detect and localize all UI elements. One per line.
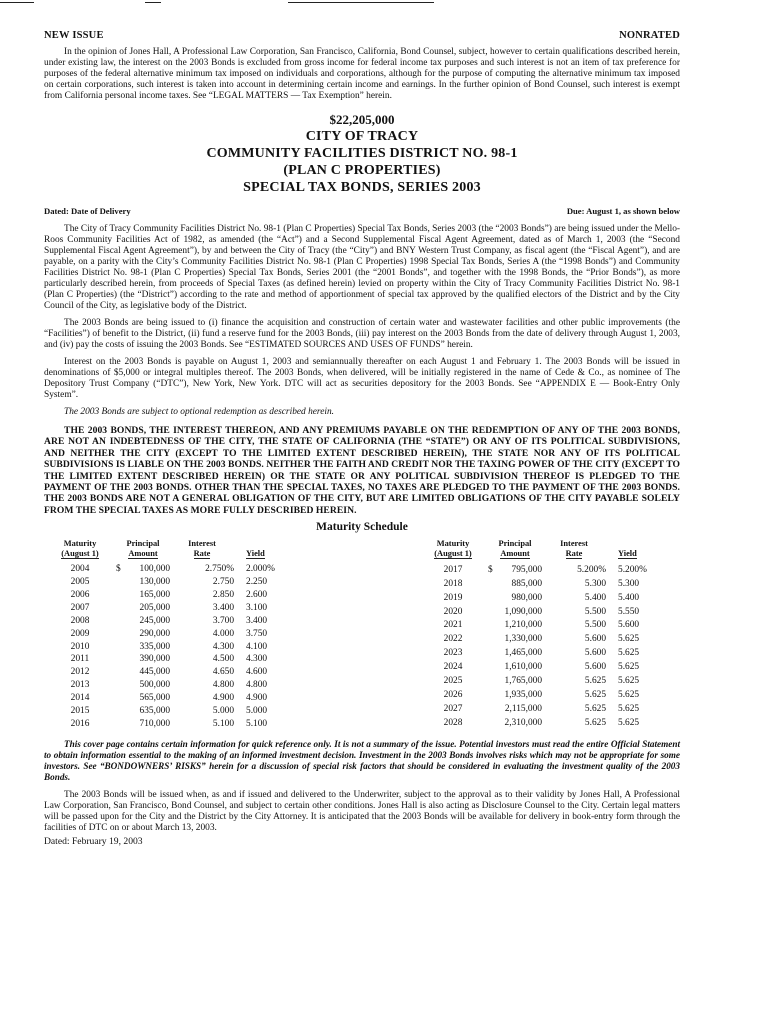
due-label: Due: August 1, as shown below — [566, 206, 680, 216]
dollar-sign-cell — [488, 703, 498, 717]
dollar-sign-cell — [488, 675, 498, 689]
cover-page-note: This cover page contains certain information for quick reference only. It is not a summary of the issue. Potential investors must read the entire Official Statement to obtain information essential to the making of an informed investment decision. Investment in the 2003 Bonds involves risks which may not be appropriate for some investors. See “BONDOWNERS’ RISKS” herein for a discussion of special risk factors that should be considered in evaluating the investment quality of the 2003 Bonds. — [44, 738, 680, 783]
dollar-sign-cell — [116, 679, 126, 692]
yield-cell: 2.000% — [246, 564, 275, 575]
yield-cell: 5.000 — [246, 706, 268, 717]
district-subtitle: (PLAN C PROPERTIES) — [283, 163, 441, 178]
series-name: SPECIAL TAX BONDS, SERIES 2003 — [243, 180, 481, 195]
maturity-year-cell: 2008 — [70, 615, 90, 626]
table-row — [418, 717, 680, 731]
dollar-sign-cell — [116, 615, 126, 628]
interest-rate-cell: 4.500 — [212, 654, 234, 665]
maturity-year-cell: 2013 — [70, 680, 90, 691]
yield-header: Yield — [618, 548, 637, 558]
table-row — [44, 653, 308, 666]
yield-cell: 5.625 — [618, 648, 640, 659]
principal-amount-cell: 710,000 — [139, 718, 170, 729]
maturity-year-cell: 2021 — [443, 620, 463, 631]
interest-rate-cell: 4.000 — [212, 628, 234, 639]
yield-cell: 5.625 — [618, 676, 640, 687]
interest-rate-cell: 4.900 — [212, 693, 234, 704]
table-row — [418, 591, 680, 605]
table-row — [44, 705, 308, 718]
principal-amount-cell: 500,000 — [139, 680, 170, 691]
table-row — [44, 628, 308, 641]
table-row — [44, 641, 308, 654]
bond-title — [44, 112, 680, 196]
table-row — [44, 589, 308, 602]
interest-rate-cell: 5.400 — [584, 592, 606, 603]
maturity-year-cell: 2009 — [70, 628, 90, 639]
interest-paragraph: Interest on the 2003 Bonds is payable on August 1, 2003 and semiannually thereafter on each August 1 and February 1. The 2003 Bonds will be issued in denominations of $5,000 or integral multiples thereof. The 2003 Bonds, when delivered, will be initially registered in the name of Cede & Co., as nominee of The Depository Trust Company (“DTC”), New York, New York. DTC will act as securities depository for the 2003 Bonds. See “APPENDIX E — Book-Entry Only System”. — [44, 357, 680, 400]
interest-rate-cell: 5.600 — [584, 634, 606, 645]
district-name: COMMUNITY FACILITIES DISTRICT NO. 98-1 — [206, 146, 518, 161]
dollar-sign-cell — [488, 717, 498, 731]
interest-rate-cell: 2.850 — [212, 589, 234, 600]
yield-header: Yield — [246, 548, 265, 558]
principal-amount-cell: 2,115,000 — [504, 704, 542, 715]
principal-amount-cell: 445,000 — [139, 667, 170, 678]
bond-amount: $22,205,000 — [329, 112, 395, 127]
principal-amount-cell: 795,000 — [511, 564, 542, 575]
principal-amount-cell: 980,000 — [511, 592, 542, 603]
maturity-year-cell: 2007 — [70, 602, 90, 613]
principal-amount-cell: 565,000 — [139, 693, 170, 704]
table-row — [44, 692, 308, 705]
maturity-schedule — [44, 539, 680, 731]
table-row — [418, 633, 680, 647]
dollar-sign-cell — [116, 589, 126, 602]
yield-cell: 3.400 — [246, 615, 268, 626]
yield-cell: 3.750 — [246, 628, 268, 639]
dollar-sign-cell — [116, 718, 126, 731]
interest-rate-cell: 5.625 — [584, 676, 606, 687]
yield-cell: 4.600 — [246, 667, 268, 678]
table-row — [418, 577, 680, 591]
dollar-sign-cell: $ — [116, 564, 121, 575]
dollar-sign-cell — [116, 628, 126, 641]
top-rule-1 — [0, 2, 34, 3]
dollar-sign-cell — [488, 577, 498, 591]
table-header-row — [44, 539, 308, 563]
maturity-year-cell: 2019 — [443, 592, 463, 603]
interest-rate-cell: 5.300 — [584, 578, 606, 589]
principal-amount-cell: 885,000 — [511, 578, 542, 589]
yield-cell: 4.100 — [246, 641, 268, 652]
table-header-row — [418, 539, 680, 563]
maturity-year-cell: 2011 — [70, 654, 90, 665]
principal-amount-cell: 290,000 — [139, 628, 170, 639]
maturity-year-cell: 2026 — [443, 690, 463, 701]
redemption-note: The 2003 Bonds are subject to optional redemption as described herein. — [64, 407, 335, 417]
maturity-year-cell: 2022 — [443, 634, 463, 645]
yield-cell: 4.300 — [246, 654, 268, 665]
interest-rate-cell: 3.700 — [212, 615, 234, 626]
table-row — [418, 647, 680, 661]
dollar-sign-cell — [488, 633, 498, 647]
table-row — [418, 619, 680, 633]
table-row — [44, 679, 308, 692]
top-rule-2 — [145, 2, 161, 3]
principal-amount-cell: 1,610,000 — [504, 662, 542, 673]
limited-obligation-paragraph: THE 2003 BONDS, THE INTEREST THEREON, AND ANY PREMIUMS PAYABLE ON THE REDEMPTION OF ANY OF THE 2003 BONDS, ARE NOT AN INDEBTEDNESS OF THE CITY, THE STATE OF CALIFORNIA (THE “STATE”) OR ANY OF ITS POLITICAL SUBDIVISIONS, AND NEITHER THE CITY (EXCEPT TO THE LIMITED EXTENT DESCRIBED HEREIN), THE STATE NOR ANY OF ITS POLITICAL SUBDIVISIONS IS LIABLE ON THE 2003 BONDS. NEITHER THE FAITH AND CREDIT NOR THE TAXING POWER OF THE CITY (EXCEPT TO THE LIMITED EXTENT DESCRIBED HEREIN) OR THE STATE OR ANY POLITICAL SUBDIVISION THEREOF IS PLEDGED TO THE PAYMENT OF THE 2003 BONDS. OTHER THAN THE SPECIAL TAXES, NO TAXES ARE PLEDGED TO THE PAYMENT OF THE 2003 BONDS. THE 2003 BONDS ARE NOT A GENERAL OBLIGATION OF THE CITY, BUT ARE LIMITED OBLIGATIONS OF THE CITY PAYABLE SOLELY FROM THE SPECIAL TAXES AS MORE FULLY DESCRIBED HEREIN. — [44, 425, 680, 516]
maturity-year-cell: 2018 — [443, 578, 463, 589]
new-issue-label: NEW ISSUE — [44, 30, 104, 41]
principal-amount-cell: 100,000 — [139, 564, 170, 575]
maturity-header: Maturity (August 1) — [434, 539, 472, 558]
dollar-sign-cell — [116, 705, 126, 718]
yield-cell: 5.600 — [618, 620, 640, 631]
interest-rate-cell: 4.650 — [212, 667, 234, 678]
yield-cell: 2.250 — [246, 576, 268, 587]
maturity-year-cell: 2004 — [70, 564, 90, 575]
principal-amount-cell: 1,210,000 — [504, 620, 542, 631]
interest-header: Interest Rate — [188, 539, 216, 558]
yield-cell: 5.200% — [618, 564, 647, 575]
interest-rate-cell: 5.200% — [577, 564, 606, 575]
interest-header: Interest Rate — [560, 539, 588, 558]
table-row — [418, 605, 680, 619]
intro-paragraph: The City of Tracy Community Facilities District No. 98-1 (Plan C Properties) Special Tax Bonds, Series 2003 (the “2003 Bonds”) are being issued under the Mello-Roos Community Facilities Act of 1982, as amended (the “Act”) and a Second Supplemental Fiscal Agent Agreement, dated as of March 1, 2003 (the “Second Supplemental Fiscal Agent Agreement”), by and between the City of Tracy (the “City”) and BNY Western Trust Company, as fiscal agent (the “Fiscal Agent”), and are payable, on a parity with the City’s Community Facilities District No. 98-1 (Plan C Properties) 1998 Special Tax Bonds, Series A (the “1998 Bonds”) and Community Facilities District No. 98-1 (Plan C Properties) Special Tax Bonds, Series 2001 (the “2001 Bonds”, and together with the 1998 Bonds, the “Prior Bonds”), as more particularly described herein, from proceeds of Special Taxes (as defined herein) levied on property within the City of Tracy Community Facilities District No. 98-1 (Plan C Properties) (the “District”) according to the rate and method of apportionment of special tax approved by the qualified electors of the District and by the City Council of the City, as legislative body of the District. — [44, 224, 681, 311]
interest-rate-cell: 5.500 — [584, 606, 606, 617]
maturity-year-cell: 2020 — [443, 606, 463, 617]
yield-cell: 5.625 — [618, 662, 640, 673]
dollar-sign-cell — [488, 647, 498, 661]
yield-cell: 5.625 — [618, 690, 640, 701]
dated-due-row — [44, 206, 680, 216]
table-row — [44, 563, 308, 576]
principal-amount-cell: 205,000 — [139, 602, 170, 613]
principal-amount-cell: 1,765,000 — [504, 676, 542, 687]
principal-amount-cell: 1,935,000 — [504, 690, 542, 701]
table-row — [418, 675, 680, 689]
interest-rate-cell: 3.400 — [212, 602, 234, 613]
rating-label: NONRATED — [619, 30, 680, 41]
maturity-year-cell: 2024 — [443, 662, 463, 673]
interest-rate-cell: 2.750% — [205, 564, 234, 575]
interest-rate-cell: 5.500 — [584, 620, 606, 631]
maturity-year-cell: 2005 — [70, 576, 90, 587]
principal-amount-cell: 2,310,000 — [504, 718, 542, 729]
principal-amount-cell: 1,330,000 — [504, 634, 542, 645]
document-date: Dated: February 19, 2003 — [44, 835, 143, 847]
yield-cell: 5.625 — [618, 704, 640, 715]
interest-rate-cell: 5.000 — [212, 706, 234, 717]
interest-rate-cell: 5.100 — [212, 718, 234, 729]
principal-amount-cell: 165,000 — [139, 589, 170, 600]
dollar-sign-cell — [116, 641, 126, 654]
dollar-sign-cell — [488, 605, 498, 619]
interest-rate-cell: 5.600 — [584, 662, 606, 673]
table-row — [44, 718, 308, 731]
dollar-sign-cell: $ — [488, 564, 493, 575]
maturity-year-cell: 2014 — [70, 693, 90, 704]
maturity-year-cell: 2023 — [443, 648, 463, 659]
yield-cell: 5.300 — [618, 578, 640, 589]
principal-amount-cell: 130,000 — [139, 576, 170, 587]
maturity-year-cell: 2027 — [443, 704, 463, 715]
yield-cell: 4.800 — [246, 680, 268, 691]
dollar-sign-cell — [488, 689, 498, 703]
table-row — [44, 602, 308, 615]
maturity-year-cell: 2016 — [70, 718, 90, 729]
yield-cell: 5.400 — [618, 592, 640, 603]
maturity-year-cell: 2010 — [70, 641, 90, 652]
interest-rate-cell: 5.625 — [584, 690, 606, 701]
interest-rate-cell: 5.625 — [584, 718, 606, 729]
yield-cell: 2.600 — [246, 589, 268, 600]
dollar-sign-cell — [116, 692, 126, 705]
principal-header: Principal Amount — [126, 539, 160, 558]
principal-header: Principal Amount — [498, 539, 532, 558]
principal-amount-cell: 245,000 — [139, 615, 170, 626]
table-row — [44, 615, 308, 628]
maturity-year-cell: 2017 — [443, 564, 463, 575]
interest-rate-cell: 5.600 — [584, 648, 606, 659]
tax-opinion-paragraph: In the opinion of Jones Hall, A Professional Law Corporation, San Francisco, California, Bond Counsel, subject, however to certain qualifications described herein, under existing law, the interest on the 2003 Bonds is excluded from gross income for federal income tax purposes and such interest is not an item of tax preference for purposes of the federal alternative minimum tax imposed on individuals and corporations, although for the purpose of computing the alternative minimum tax imposed on certain corporations, such interest is taken into account in determining certain income and earnings. In the further opinion of Bond Counsel, such interest is exempt from California personal income taxes. See “LEGAL MATTERS — Tax Exemption” herein. — [44, 47, 680, 101]
yield-cell: 5.100 — [246, 718, 268, 729]
maturity-year-cell: 2015 — [70, 706, 90, 717]
schedule-table-left — [44, 539, 308, 731]
interest-rate-cell: 4.800 — [212, 680, 234, 691]
interest-rate-cell: 2.750 — [212, 576, 234, 587]
yield-cell: 5.625 — [618, 634, 640, 645]
table-row — [418, 563, 680, 577]
table-row — [418, 689, 680, 703]
maturity-year-cell: 2025 — [443, 676, 463, 687]
interest-rate-cell: 5.625 — [584, 704, 606, 715]
dollar-sign-cell — [116, 602, 126, 615]
dated-label: Dated: Date of Delivery — [44, 206, 131, 216]
table-row — [44, 576, 308, 589]
interest-rate-cell: 4.300 — [212, 641, 234, 652]
top-rule-3 — [288, 2, 434, 3]
yield-cell: 5.625 — [618, 718, 640, 729]
maturity-header: Maturity (August 1) — [61, 539, 99, 558]
dollar-sign-cell — [488, 591, 498, 605]
document-page — [44, 30, 680, 847]
purpose-paragraph: The 2003 Bonds are being issued to (i) finance the acquisition and construction of certain water and wastewater facilities and other public improvements (the “Facilities”) of benefit to the District, (ii) fund a reserve fund for the 2003 Bonds, (iii) pay interest on the 2003 Bonds from the date of delivery through August 1, 2003, and (iv) pay the costs of issuing the 2003 Bonds. See “ESTIMATED SOURCES AND USES OF FUNDS” herein. — [44, 318, 680, 350]
maturity-year-cell: 2012 — [70, 667, 90, 678]
principal-amount-cell: 335,000 — [139, 641, 170, 652]
yield-cell: 4.900 — [246, 693, 268, 704]
dollar-sign-cell — [116, 653, 126, 666]
table-row — [418, 703, 680, 717]
schedule-table-right — [418, 539, 680, 731]
maturity-year-cell: 2028 — [443, 718, 463, 729]
dollar-sign-cell — [488, 619, 498, 633]
issuer-name: CITY OF TRACY — [305, 129, 419, 144]
principal-amount-cell: 1,090,000 — [504, 606, 542, 617]
dollar-sign-cell — [488, 661, 498, 675]
issue-header — [44, 30, 680, 41]
principal-amount-cell: 390,000 — [139, 654, 170, 665]
yield-cell: 5.550 — [618, 606, 640, 617]
dollar-sign-cell — [116, 666, 126, 679]
maturity-schedule-title: Maturity Schedule — [316, 521, 408, 534]
dollar-sign-cell — [116, 576, 126, 589]
maturity-year-cell: 2006 — [70, 589, 90, 600]
table-row — [44, 666, 308, 679]
closing-paragraph: The 2003 Bonds will be issued when, as and if issued and delivered to the Underwriter, subject to the approval as to their validity by Jones Hall, A Professional Law Corporation, San Francisco, Bond Counsel, and subject to certain other conditions. Jones Hall is also acting as Disclosure Counsel to the City. Certain legal matters will be passed upon for the City and the District by the City Attorney. It is anticipated that the 2003 Bonds will be available for delivery in book-entry form through the facilities of DTC on or about March 13, 2003. — [44, 789, 680, 833]
yield-cell: 3.100 — [246, 602, 268, 613]
table-row — [418, 661, 680, 675]
principal-amount-cell: 635,000 — [139, 706, 170, 717]
principal-amount-cell: 1,465,000 — [504, 648, 542, 659]
